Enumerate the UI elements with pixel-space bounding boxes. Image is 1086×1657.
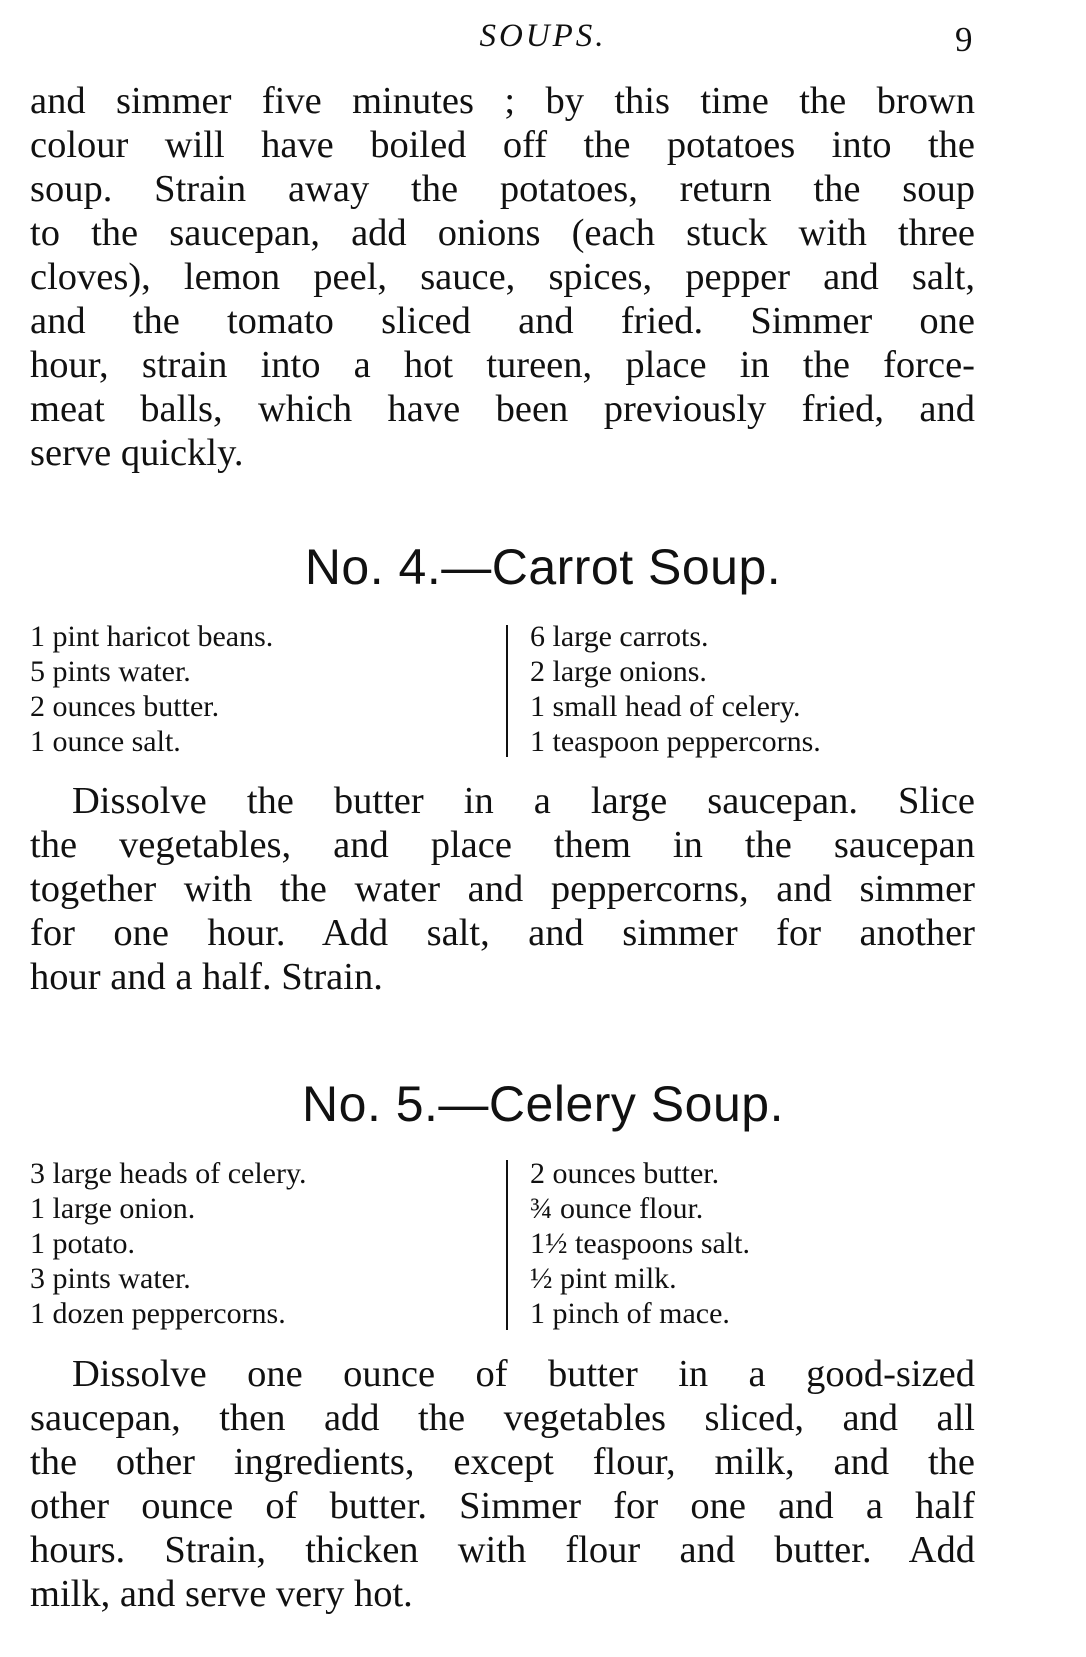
column-divider <box>506 1160 508 1330</box>
recipe-title-carrot-soup: No. 4.—Carrot Soup. <box>304 539 782 595</box>
ingredients-carrot-soup <box>30 619 975 761</box>
text-line: milk, and serve very hot. <box>30 1573 413 1615</box>
text-line: cloves), lemon peel, sauce, spices, pepper and salt, <box>30 256 975 298</box>
running-head <box>0 18 1086 58</box>
ingredient-item: 1 small head of celery. <box>530 690 801 723</box>
running-title: SOUPS. <box>479 18 607 54</box>
text-line: hour, strain into a hot tureen, place in the force- <box>30 344 975 386</box>
recipe-title-celery-soup: No. 5.—Celery Soup. <box>302 1076 784 1132</box>
text-line: saucepan, then add the vegetables sliced, and all <box>30 1397 975 1439</box>
continuation-paragraph <box>30 79 975 475</box>
text-line: together with the water and peppercorns, and simmer <box>30 868 975 910</box>
ingredient-item: 1½ teaspoons salt. <box>530 1227 750 1260</box>
ingredients-left-column <box>30 1156 307 1331</box>
ingredient-item: 2 large onions. <box>530 655 707 688</box>
ingredient-item: 3 pints water. <box>30 1262 191 1295</box>
text-line: colour will have boiled off the potatoes into the <box>30 124 975 166</box>
ingredient-item: 2 ounces butter. <box>530 1157 720 1190</box>
method-carrot-soup <box>30 779 975 999</box>
ingredient-item: 1 teaspoon peppercorns. <box>530 725 821 758</box>
ingredients-left-column <box>30 619 273 759</box>
text-line: Dissolve the butter in a large saucepan. Slice <box>72 780 975 822</box>
text-line: to the saucepan, add onions (each stuck with three <box>30 212 975 254</box>
page-number: 9 <box>955 20 973 59</box>
text-line: the other ingredients, except flour, milk, and the <box>30 1441 975 1483</box>
ingredient-item: 3 large heads of celery. <box>30 1157 307 1190</box>
ingredient-item: 5 pints water. <box>30 655 191 688</box>
text-line: soup. Strain away the potatoes, return the soup <box>30 168 975 210</box>
method-celery-soup <box>30 1352 975 1616</box>
ingredient-item: 1 ounce salt. <box>30 725 181 758</box>
ingredient-item: 1 dozen peppercorns. <box>30 1297 286 1330</box>
ingredient-item: 6 large carrots. <box>530 620 709 653</box>
ingredient-item: 1 potato. <box>30 1227 135 1260</box>
text-line: other ounce of butter. Simmer for one and a half <box>30 1485 975 1527</box>
text-line: for one hour. Add salt, and simmer for another <box>30 912 975 954</box>
text-line: and the tomato sliced and fried. Simmer one <box>30 300 975 342</box>
ingredient-item: ½ pint milk. <box>530 1262 677 1295</box>
ingredients-right-column <box>530 1156 750 1331</box>
ingredient-item: 1 large onion. <box>30 1192 196 1225</box>
text-line: and simmer five minutes ; by this time the brown <box>30 80 975 122</box>
text-line: hours. Strain, thicken with flour and butter. Add <box>30 1529 975 1571</box>
ingredient-item: 1 pint haricot beans. <box>30 620 274 653</box>
ingredient-item: ¾ ounce flour. <box>530 1192 704 1225</box>
ingredients-right-column <box>530 619 821 759</box>
text-line: Dissolve one ounce of butter in a good-sized <box>72 1353 975 1395</box>
text-line: serve quickly. <box>30 432 244 474</box>
ingredient-item: 2 ounces butter. <box>30 690 220 723</box>
text-line: the vegetables, and place them in the saucepan <box>30 824 975 866</box>
text-line: meat balls, which have been previously fried, and <box>30 388 975 430</box>
column-divider <box>506 625 508 757</box>
ingredients-celery-soup <box>30 1156 975 1334</box>
text-line: hour and a half. Strain. <box>30 956 383 998</box>
ingredient-item: 1 pinch of mace. <box>530 1297 730 1330</box>
